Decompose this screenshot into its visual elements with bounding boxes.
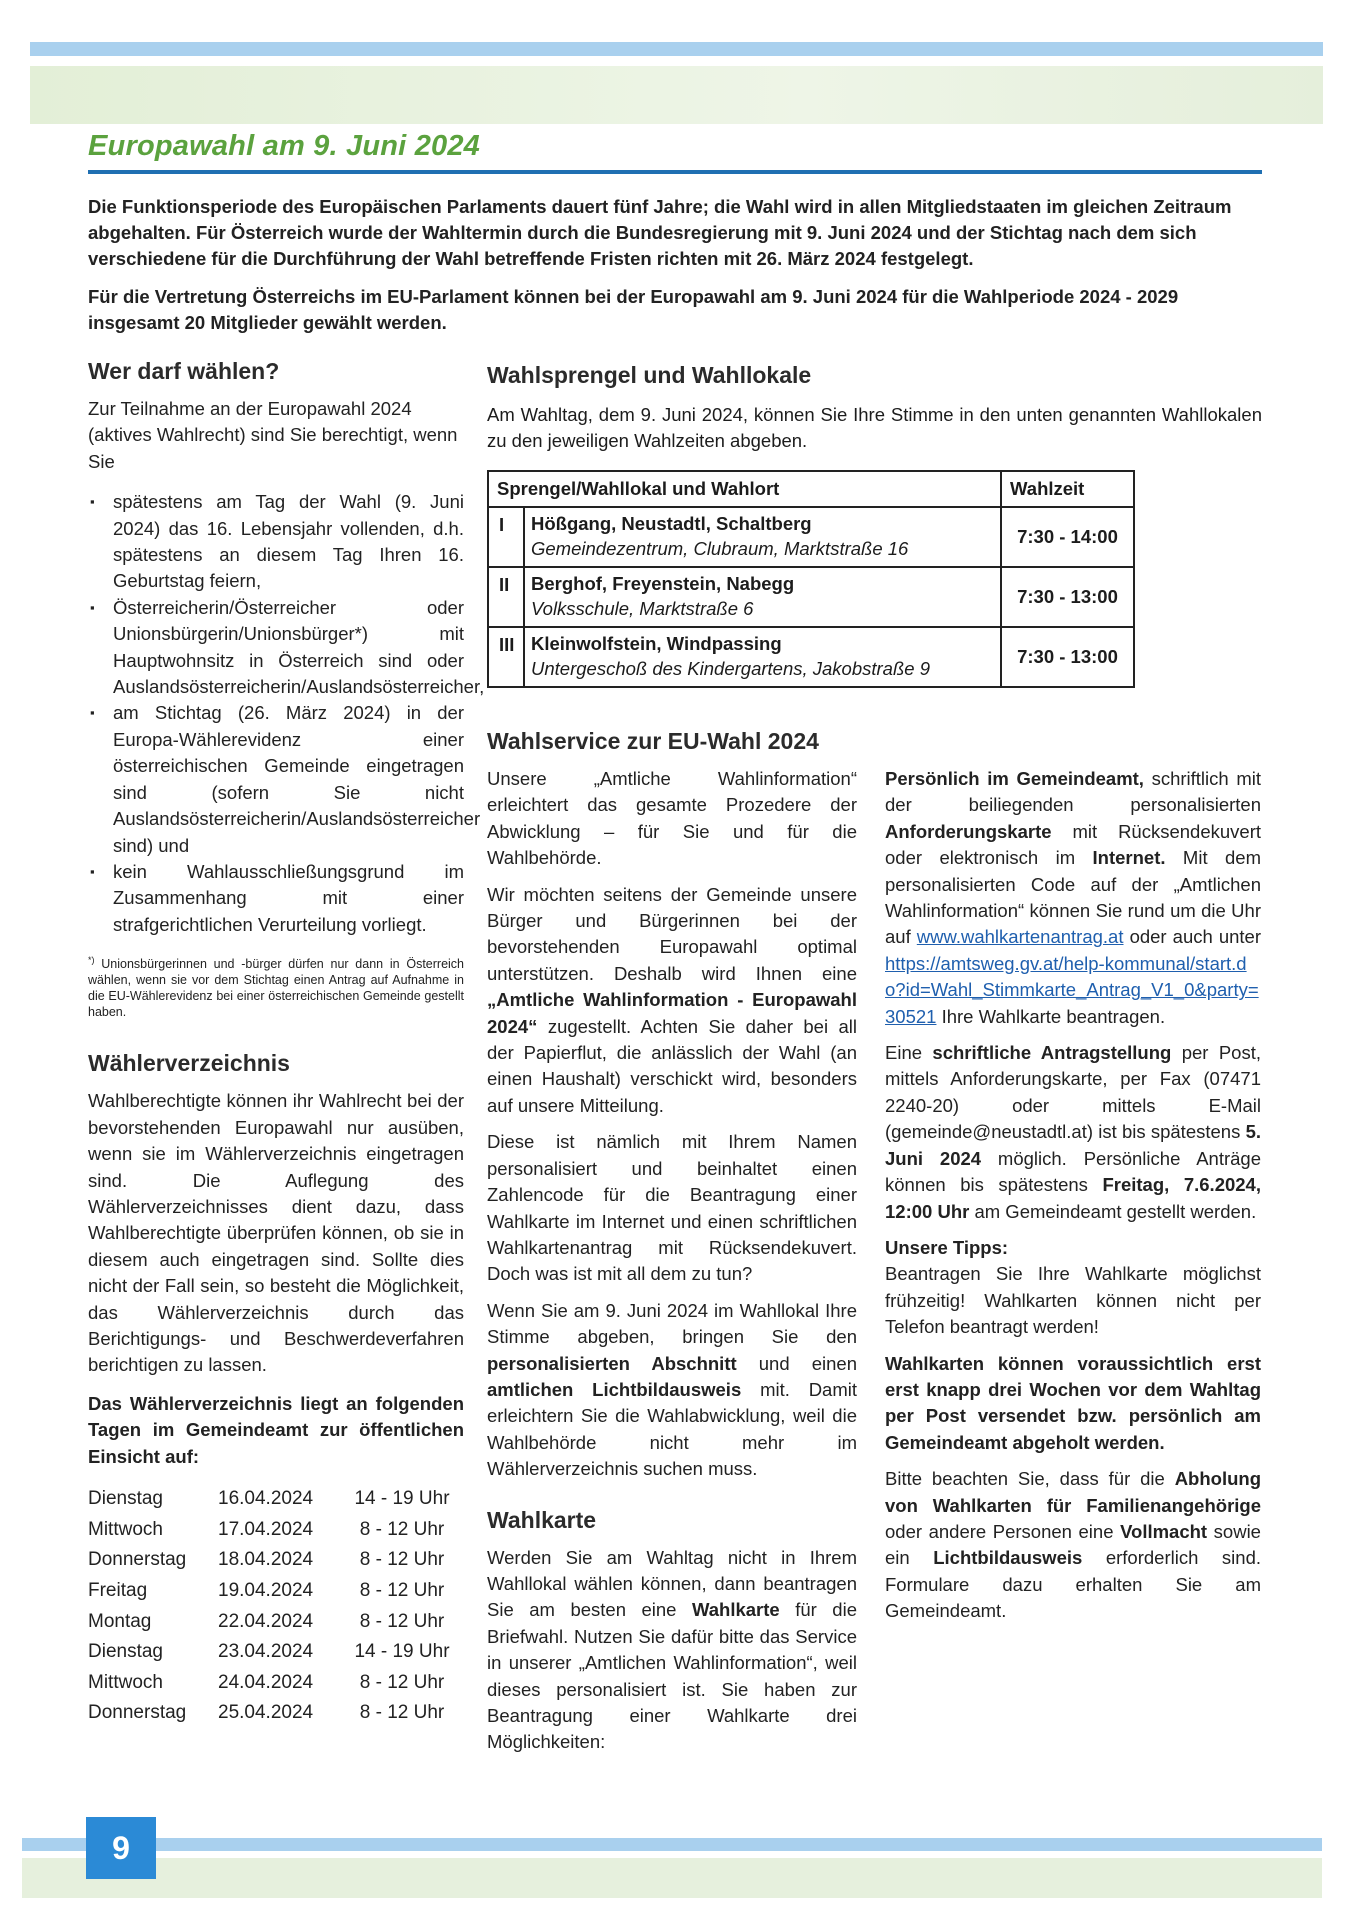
section-heading-waehlerverzeichnis: Wählerverzeichnis <box>88 1050 290 1077</box>
wahlservice-p2-bold: „Amtliche Wahlinformation - Europawahl 2024“ <box>487 989 857 1037</box>
table-row <box>88 1484 462 1515</box>
section-heading-wahlservice: Wahlservice zur EU-Wahl 2024 <box>487 728 819 754</box>
table-row <box>88 1668 462 1699</box>
date-day: Freitag <box>88 1580 148 1602</box>
section-heading-wahlsprengel: Wahlsprengel und Wahllokale <box>487 362 812 388</box>
date-time: 14 - 19 Uhr <box>354 1488 450 1510</box>
date-time: 8 - 12 Uhr <box>359 1671 445 1693</box>
wahlservice-p4-bold-2: amtlichen Lichtbildausweis <box>487 1378 742 1400</box>
table-row <box>88 1698 462 1729</box>
right-p3-text-1: Bitte beachten Sie, dass für die <box>885 1468 1175 1490</box>
right-p2-text-2: per Post, mittels Anforderungskarte, per Fax (07471 2240-20) oder mittels E-Mail (gemeinde@neustadtl.at) ist bis spätestens <box>885 1042 1261 1143</box>
title-underline <box>88 170 1262 174</box>
wahlservice-p4-text-3: mit. Damit erleichtern Sie die Wahlabwicklung, weil die Wahlbehörde nicht mehr im Wählerverzeichnis suchen muss. <box>487 1378 858 1480</box>
footer-band-blue <box>22 1838 1322 1851</box>
eligibility-list <box>88 489 485 938</box>
right-p1-bold-2: Anforderungskarte <box>885 820 1052 842</box>
polling-time: 7:30 - 13:00 <box>1001 627 1134 687</box>
eligibility-item: ▪ kein Wahlausschließungsgrund im Zusammenhang mit einer strafgerichtlichen Verurteilung vorliegt. <box>88 859 464 938</box>
table-row <box>88 1637 462 1668</box>
section-heading-wahlkarte: Wahlkarte <box>487 1506 597 1533</box>
date-value: 16.04.2024 <box>218 1488 314 1510</box>
date-value: 23.04.2024 <box>218 1641 314 1663</box>
right-p2-text-4: am Gemeindeamt gestellt werden. <box>969 1200 1257 1222</box>
tips-heading: Unsere Tipps: <box>885 1236 1009 1258</box>
column-header-location: Sprengel/Wahllokal und Wahlort <box>488 471 1001 507</box>
wahlkarte-text-end: für die Briefwahl. Nutzen Sie dafür bitte das Service in unserer „Amtlichen Wahlinformation“, weil dieses personalisiert ist. Sie haben zur Beantragung einer Wahlkarte drei Möglichkeiten: <box>487 1599 857 1753</box>
right-p1-text-1: schriftlich mit der beiliegenden personalisierten <box>885 768 1261 816</box>
header-band-blue <box>30 42 1323 56</box>
district-number: II <box>488 567 524 627</box>
date-value: 24.04.2024 <box>218 1671 314 1693</box>
amtsweg-link[interactable]: https://amtsweg.gv.at/help-kommunal/start.do?id=Wahl_Stimmkarte_Antrag_V1_0&party=30521 <box>885 952 1259 1027</box>
right-p2-text-3: möglich. Persönliche Anträge können bis spätestens <box>885 1147 1261 1196</box>
date-day: Donnerstag <box>88 1549 187 1571</box>
date-value: 22.04.2024 <box>218 1610 314 1632</box>
right-paragraph-2 <box>885 1040 1261 1225</box>
middle-column <box>487 726 857 1766</box>
footnote-text: Unionsbürgerinnen und -bürger dürfen nur dann in Österreich wählen, wenn sie vor dem Stichtag einen Antrag auf Aufnahme in die EU-Wählerevidenz bei einer österreichischen Gemeinde gestellt haben. <box>88 957 464 1020</box>
right-p3-bold-1: Abholung von Wahlkarten für Familienangehörige <box>885 1468 1261 1516</box>
date-time: 8 - 12 Uhr <box>359 1702 445 1724</box>
right-p3-text-2: oder andere Personen eine <box>885 1520 1121 1542</box>
table-row <box>88 1515 462 1546</box>
eligibility-intro: Zur Teilnahme an der Europawahl 2024 (aktives Wahlrecht) sind Sie berechtigt, wenn Sie <box>88 398 458 472</box>
right-paragraph-3 <box>885 1466 1261 1624</box>
tips-text: Beantragen Sie Ihre Wahlkarte möglichst frühzeitig! Wahlkarten können nicht per Telefon beantragt werden! <box>885 1263 1261 1338</box>
wahlservice-p4-text-2: und einen <box>736 1352 857 1374</box>
footnote-mark: *) <box>88 955 95 966</box>
wahlkartenantrag-link[interactable]: www.wahlkartenantrag.at <box>916 926 1124 948</box>
right-p1-text-2: mit Rücksendekuvert oder elektronisch im <box>885 820 1261 869</box>
wahlkarte-text: Werden Sie am Wahltag nicht in Ihrem Wahllokal wählen können, dann beantragen Sie am besten eine <box>487 1546 857 1621</box>
page-title: Europawahl am 9. Juni 2024 <box>88 130 481 162</box>
right-p3-text-4: erforderlich sind. Formulare dazu erhalten Sie am Gemeindeamt. <box>885 1547 1261 1622</box>
table-row <box>88 1576 462 1607</box>
column-header-time: Wahlzeit <box>1001 471 1134 507</box>
right-p3-text-3: sowie ein <box>885 1520 1261 1569</box>
table-header-row <box>488 471 1134 507</box>
district-number: III <box>488 627 524 687</box>
date-time: 8 - 12 Uhr <box>359 1549 445 1571</box>
inspection-dates-table <box>88 1484 462 1729</box>
polling-place <box>524 627 1001 687</box>
right-p1-text-3: Mit dem personalisierten Code auf der „Amtlichen Wahlinformation“ können Sie rund um die Uhr auf <box>885 847 1262 948</box>
date-value: 25.04.2024 <box>218 1702 314 1724</box>
date-value: 18.04.2024 <box>218 1549 314 1571</box>
table-row <box>88 1606 462 1637</box>
right-p1-text-4: oder auch unter <box>1123 926 1262 948</box>
table-row <box>488 567 1134 627</box>
wahlkarte-paragraph <box>487 1545 857 1756</box>
date-day: Mittwoch <box>88 1671 163 1693</box>
header-band-green <box>30 66 1323 124</box>
polling-place-towns: Kleinwolfstein, Windpassing <box>531 633 782 654</box>
footer-band-green <box>22 1858 1322 1898</box>
eligibility-item: ▪ am Stichtag (26. März 2024) in der Europa-Wählerevidenz einer österreichischen Gemeinde eingetragen sind (sofern Sie nicht Auslandsösterreicherin/Auslandsösterreicher sind) und <box>88 700 464 858</box>
wahlservice-paragraph-3: Diese ist nämlich mit Ihrem Namen personalisiert und beinhaltet einen Zahlencode für die Beantragung einer Wahlkarte im Internet und einen schriftlichen Wahlkartenantrag mit Rücksendekuvert. Doch was ist mit all dem zu tun? <box>487 1131 857 1285</box>
waehlerverzeichnis-note: Das Wählerverzeichnis liegt an folgenden Tagen im Gemeindeamt zur öffentlichen Einsicht auf: <box>88 1392 464 1467</box>
date-day: Donnerstag <box>88 1702 187 1724</box>
table-row <box>488 507 1134 567</box>
waehlerverzeichnis-text: Wahlberechtigte können ihr Wahlrecht bei der bevorstehenden Europawahl nur ausüben, wenn sie im Wählerverzeichnis eingetragen sind. Die Auflegung des Wählerverzeichnisses dient dazu, dass Wahlberechtigte überprüfen können, ob sie in diesem auch eingetragen sind. Sollte dies nicht der Fall sein, so besteht die Möglichkeit, das Wählerverzeichnis durch das Berichtigungs- und Beschwerdeverfahren berichtigen zu lassen. <box>88 1090 464 1376</box>
date-day: Dienstag <box>88 1641 163 1663</box>
date-day: Montag <box>88 1610 152 1632</box>
date-day: Dienstag <box>88 1488 163 1510</box>
wahlservice-p4-bold-1: personalisierten Abschnitt <box>487 1352 737 1374</box>
polling-place-address: Untergeschoß des Kindergartens, Jakobstraße 9 <box>531 657 930 679</box>
date-day: Mittwoch <box>88 1518 163 1540</box>
date-value: 19.04.2024 <box>218 1580 314 1602</box>
polling-place-towns: Berghof, Freyenstein, Nabegg <box>531 573 795 594</box>
right-p3-bold-3: Lichtbildausweis <box>933 1547 1083 1569</box>
date-time: 8 - 12 Uhr <box>359 1518 445 1540</box>
page-number: 9 <box>86 1817 156 1879</box>
wahlservice-p2-text: Wir möchten seitens der Gemeinde unsere Bürger und Bürgerinnen bei der bevorstehenden Europawahl optimal unterstützen. Deshalb wird Ihnen eine <box>487 883 857 984</box>
wahlservice-paragraph-2 <box>487 882 857 1120</box>
polling-place-towns: Hößgang, Neustadtl, Schaltberg <box>531 513 812 534</box>
section-heading-wer-darf-waehlen: Wer darf wählen? <box>88 358 280 384</box>
polling-place <box>524 567 1001 627</box>
polling-place-address: Volksschule, Marktstraße 6 <box>531 597 754 619</box>
intro-paragraph-2: Für die Vertretung Österreichs im EU-Parlament können bei der Europawahl am 9. Juni 2024 für die Wahlperiode 2024 - 2029 insgesamt 20 Mitglieder gewählt werden. <box>88 286 1179 333</box>
right-column <box>885 766 1261 1635</box>
right-p3-bold-2: Vollmacht <box>1120 1520 1208 1542</box>
date-value: 17.04.2024 <box>218 1518 314 1540</box>
eligibility-item: ▪ Österreicherin/Österreicher oder Unionsbürgerin/Unionsbürger*) mit Hauptwohnsitz in Österreich sind oder Auslandsösterreicherin/Auslandsösterreicher, <box>88 595 464 701</box>
wahlservice-paragraph-1: Unsere „Amtliche Wahlinformation“ erleichtert das gesamte Prozedere der Abwicklung – für Sie und für die Wahlbehörde. <box>487 768 857 869</box>
polling-stations-table <box>487 470 1135 688</box>
table-row <box>88 1545 462 1576</box>
pickup-notice: Wahlkarten können voraussichtlich erst erst knapp drei Wochen vor dem Wahltag per Post versendet bzw. persönlich am Gemeindeamt abgeholt werden. <box>885 1352 1261 1453</box>
wahlsprengel-intro: Am Wahltag, dem 9. Juni 2024, können Sie Ihre Stimme in den unten genannten Wahllokalen zu den jeweiligen Wahlzeiten abgeben. <box>487 404 1262 451</box>
polling-place-address: Gemeindezentrum, Clubraum, Marktstraße 16 <box>531 537 909 559</box>
date-time: 8 - 12 Uhr <box>359 1610 445 1632</box>
table-row <box>488 627 1134 687</box>
polling-time: 7:30 - 13:00 <box>1001 567 1134 627</box>
right-p2-bold-3: Freitag, 7.6.2024, 12:00 Uhr <box>885 1174 1261 1222</box>
wahlservice-p4-text: Wenn Sie am 9. Juni 2024 im Wahllokal Ihre Stimme abgeben, bringen Sie den <box>487 1299 857 1348</box>
right-p1-bold-1: Persönlich im Gemeindeamt, <box>885 768 1144 789</box>
right-p2-bold-1: schriftliche Antragstellung <box>932 1042 1172 1064</box>
right-p1-text-5: Ihre Wahlkarte beantragen. <box>936 1005 1166 1027</box>
polling-place <box>524 507 1001 567</box>
footnote <box>88 952 464 1020</box>
polling-time: 7:30 - 14:00 <box>1001 507 1134 567</box>
wahlkarte-bold: Wahlkarte <box>691 1599 780 1621</box>
right-p2-bold-2: 5. Juni 2024 <box>885 1121 1261 1169</box>
wahlservice-p2-text-end: zugestellt. Achten Sie daher bei all der Papierflut, die anlässlich der Wahl (an einen Haushalt) verschickt wird, besonders auf unsere Mitteilung. <box>487 1015 857 1116</box>
district-number: I <box>488 507 524 567</box>
eligibility-item: ▪ spätestens am Tag der Wahl (9. Juni 2024) das 16. Lebensjahr vollenden, d.h. spätestens an diesem Tag Ihren 16. Geburtstag feiern, <box>88 489 464 595</box>
intro-paragraph-1: Die Funktionsperiode des Europäischen Parlaments dauert fünf Jahre; die Wahl wird in allen Mitgliedstaaten im gleichen Zeitraum abgehalten. Für Österreich wurde der Wahltermin durch die Bundesregierung mit 9. Juni 2024 und der Stichtag nach dem sich verschiedene für die Durchführung der Wahl betreffende Fristen richten mit 26. März 2024 festgelegt. <box>88 196 1232 269</box>
right-p2-text-1: Eine <box>885 1042 933 1064</box>
right-paragraph-1 <box>885 766 1261 1030</box>
left-column <box>88 356 485 1729</box>
date-time: 14 - 19 Uhr <box>354 1641 450 1663</box>
date-time: 8 - 12 Uhr <box>359 1580 445 1602</box>
right-p1-bold-3: Internet. <box>1092 847 1166 869</box>
wahlservice-paragraph-4 <box>487 1298 857 1483</box>
